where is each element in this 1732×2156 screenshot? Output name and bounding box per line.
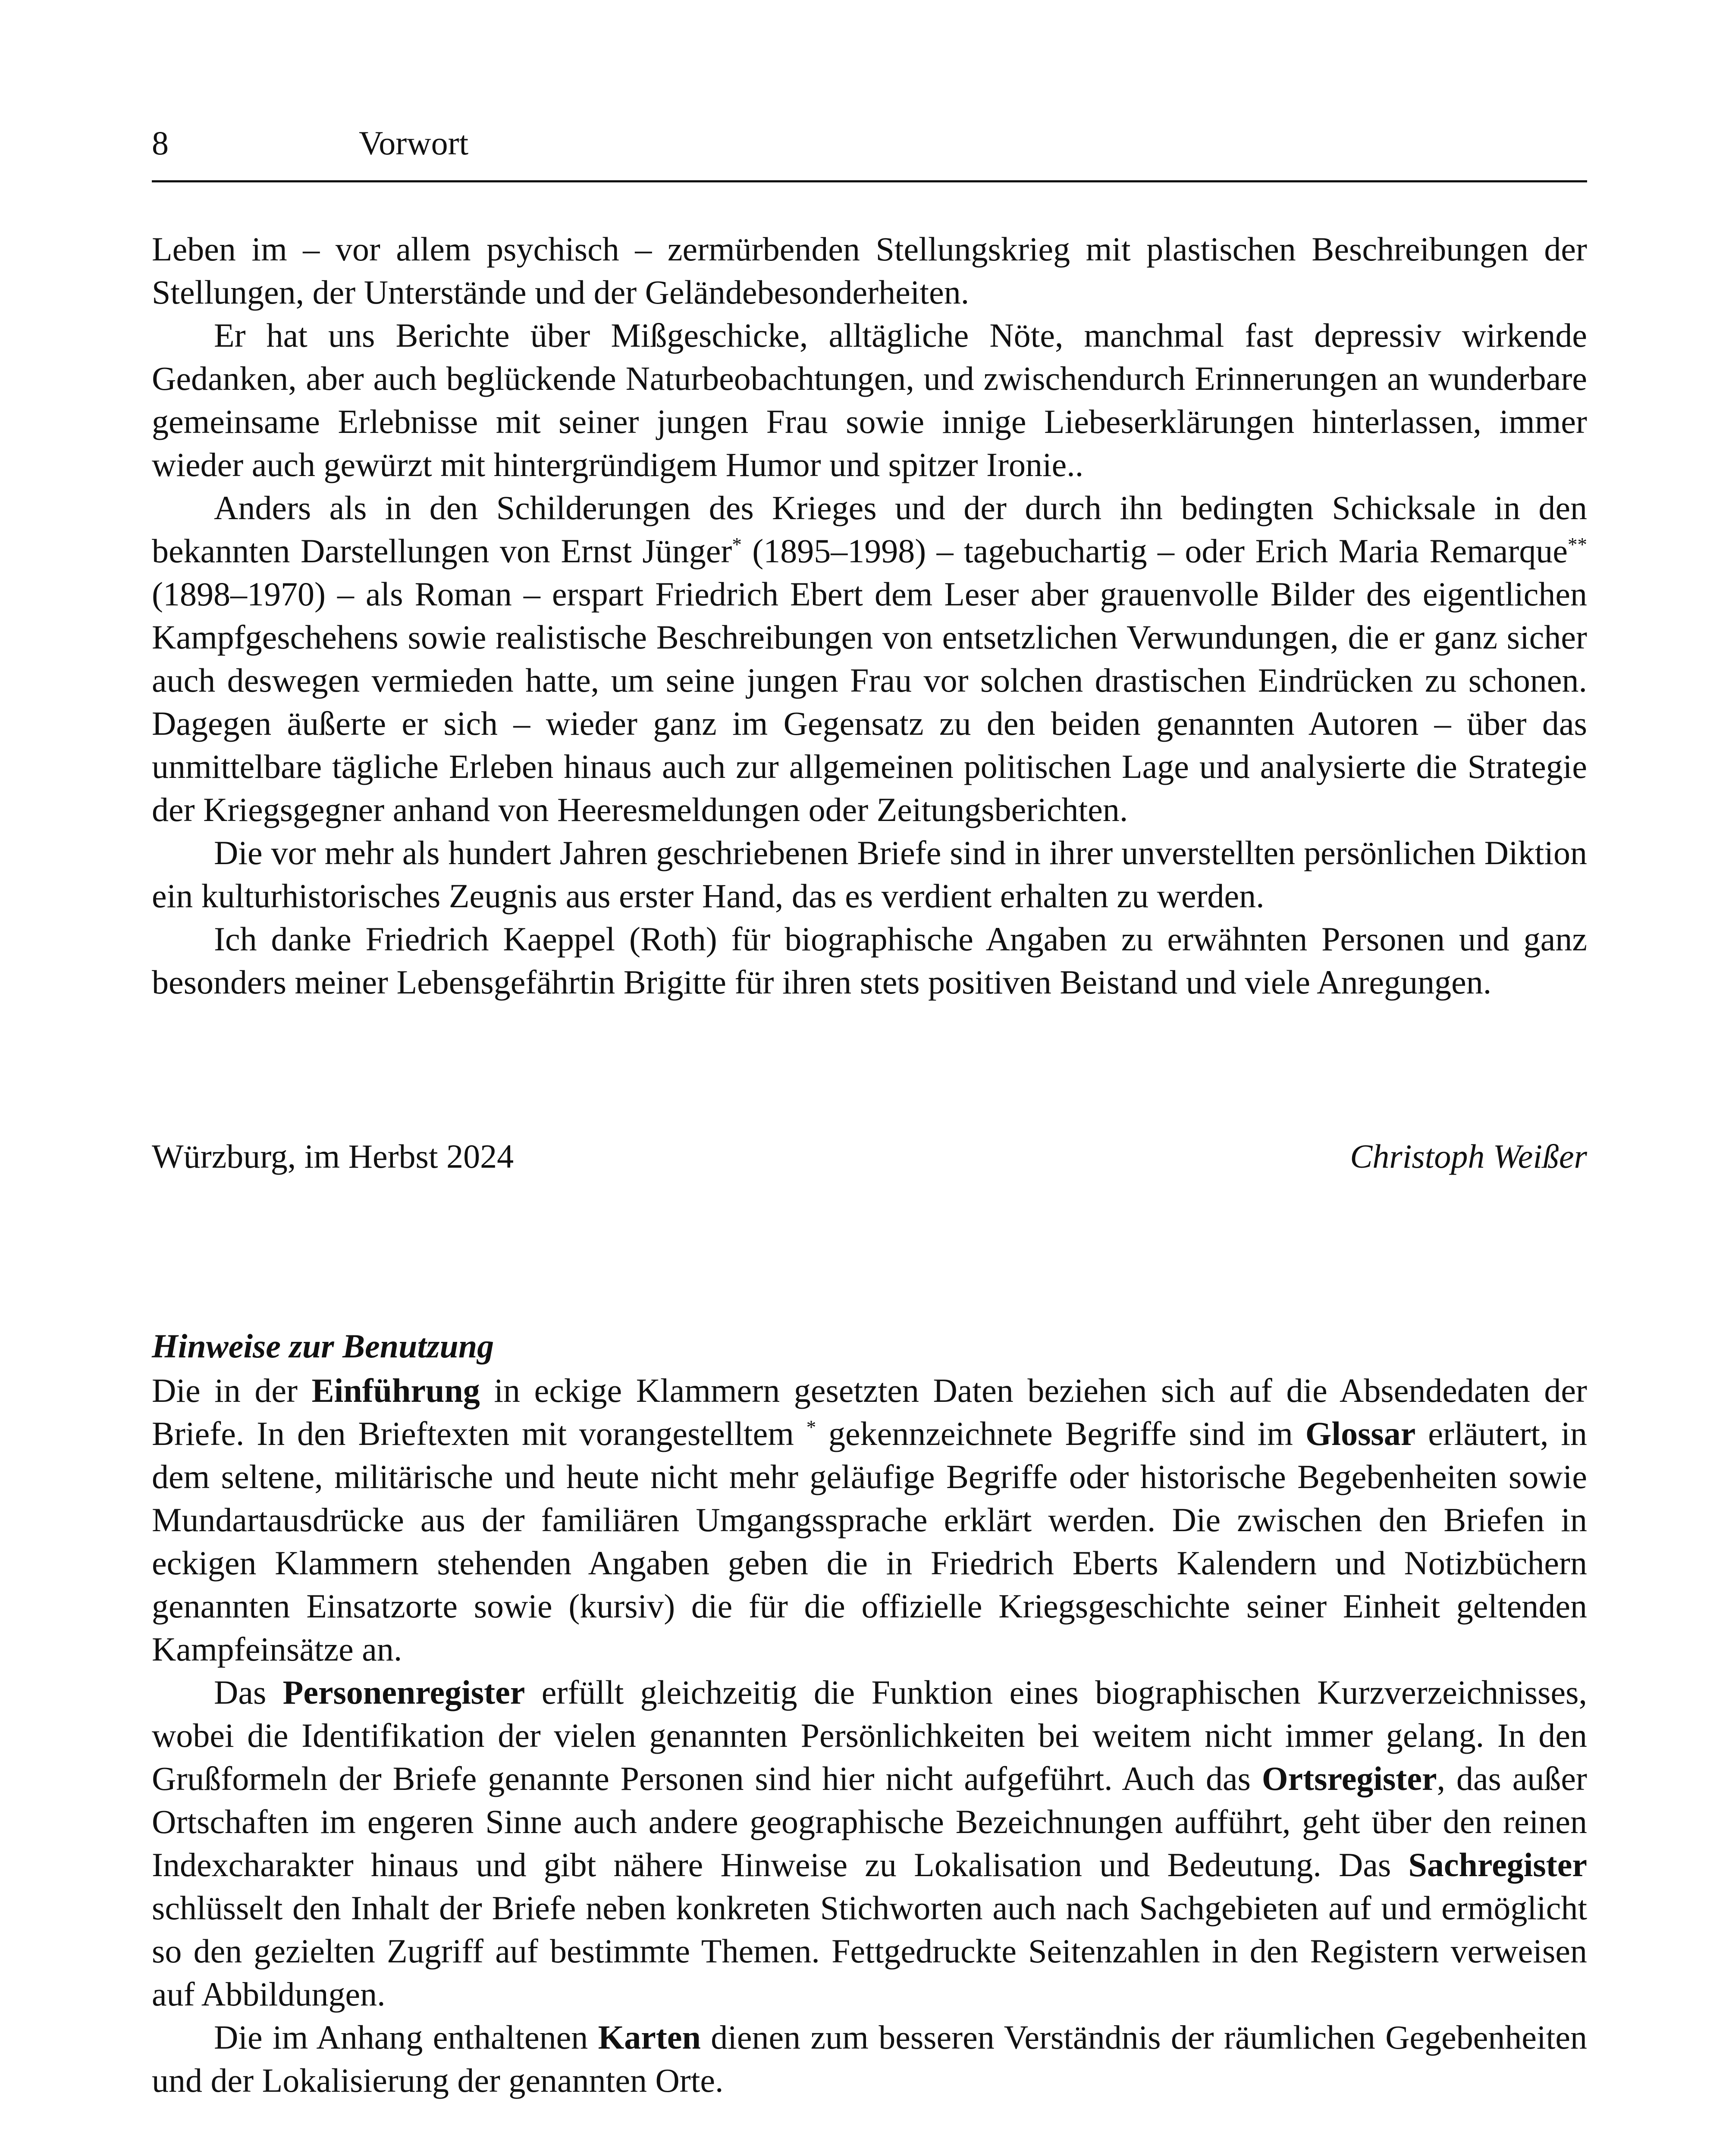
bold-term-karten: Karten (598, 2018, 701, 2056)
running-header (152, 122, 1587, 182)
signature-line (152, 1135, 1587, 1178)
text-run: Das (214, 1673, 283, 1711)
paragraph-3-part-b: (1895–1998) – tagebuchartig – oder Erich Maria Remarque (741, 532, 1568, 570)
paragraph-3-part-c: (1898–1970) – als Roman – erspart Friedrich Ebert dem Leser aber grauenvolle Bilder des eigentlichen Kampfgeschehens sowie realistische Beschreibungen von entsetzlichen Verwundungen, die er ganz sicher auch deswegen vermieden hatte, um seine jungen Frau vor solchen drastischen Eindrücken zu schonen. Dagegen äußerte er sich – wieder ganz im Gegensatz zu den beiden genannten Autoren – über das unmittelbare tägliche Erleben hinaus auch zur allgemeinen politischen Lage und analysierte die Strategie der Kriegsgegner anhand von Heeresmeldungen oder Zeitungsberichten. (152, 575, 1587, 828)
author-name: Christoph Weißer (1350, 1138, 1587, 1175)
text-run: Die im Anhang enthaltenen (214, 2018, 598, 2056)
text-run: , das außer Ortschaften im engeren Sinne auch andere geographische Bezeichnungen aufführt, geht über den reinen Indexcharakter hinaus und gibt nähere Hinweise zu Lokalisation und Bedeutung. Das (152, 1760, 1587, 1883)
text-run: in eckige Klammern gesetzten Daten beziehen sich auf die Absendedaten der Briefe. In den Brieftexten mit vorangestelltem (152, 1372, 1588, 1452)
running-title: Vorwort (359, 124, 469, 162)
footnote-ref-1: * (732, 534, 742, 555)
place-date: Würzburg, im Herbst 2024 (152, 1138, 514, 1175)
footnote-ref-2: ** (1568, 534, 1587, 555)
paragraph-2: Er hat uns Berichte über Mißgeschicke, alltägliche Nöte, manchmal fast depressiv wirkende Gedanken, aber auch beglückende Naturbeobachtungen, und zwischendurch Erinnerungen an wunderbare gemeinsame Erlebnisse mit seiner jungen Frau sowie innige Liebeserklärungen hinterlassen, immer wieder auch gewürzt mit hintergründigem Humor und spitzer Ironie.. (152, 317, 1587, 483)
usage-paragraph-3 (152, 2016, 1587, 2102)
section-heading: Hinweise zur Benutzung (152, 1327, 494, 1365)
text-run: gekennzeichnete Begriffe sind im (816, 1415, 1305, 1452)
usage-paragraph-1 (152, 1369, 1587, 1671)
paragraph-5: Ich danke Friedrich Kaeppel (Roth) für biographische Angaben zu erwähnten Personen und ganz besonders meiner Lebensgefährtin Brigitte für ihren stets positiven Beistand und viele Anregungen. (152, 920, 1587, 1001)
paragraph-3 (152, 486, 1587, 831)
bold-term-ortsregister: Ortsregister (1261, 1760, 1437, 1797)
bold-term-personenregister: Personenregister (282, 1673, 525, 1711)
page-number: 8 (152, 124, 169, 162)
paragraph-3-part-a: Anders als in den Schilderungen des Krieges und der durch ihn bedingten Schicksale in den bekannten Darstellungen von Ernst Jünger (152, 489, 1587, 570)
paragraph-4: Die vor mehr als hundert Jahren geschriebenen Briefe sind in ihrer unverstellten persönlichen Diktion ein kulturhistorisches Zeugnis aus erster Hand, das es verdient erhalten zu werden. (152, 834, 1587, 915)
text-run: dienen zum besseren Verständnis der räumlichen Gegebenheiten und der Lokalisierung der genannten Orte. (152, 2018, 1587, 2099)
paragraph-1: Leben im – vor allem psychisch – zermürbenden Stellungskrieg mit plastischen Beschreibungen der Stellungen, der Unterstände und der Geländebesonderheiten. (152, 230, 1587, 311)
usage-body (152, 1369, 1587, 2102)
bold-term-glossar: Glossar (1305, 1415, 1416, 1452)
foreword-body (152, 228, 1587, 1004)
text-run: schlüsselt den Inhalt der Briefe neben konkreten Stichworten auch nach Sachgebieten auf und ermöglicht so den gezielten Zugriff auf bestimmte Themen. Fettgedruckte Seitenzahlen in den Registern verweisen auf Abbildungen. (152, 1889, 1587, 2013)
text-run: Die in der (152, 1372, 312, 1409)
bold-term-sachregister: Sachregister (1408, 1846, 1587, 1883)
asterisk-mark: * (806, 1416, 816, 1438)
usage-paragraph-2 (152, 1671, 1587, 2016)
bold-term-einfuehrung: Einführung (311, 1372, 480, 1409)
header-rule (152, 180, 1587, 182)
text-run: erfüllt gleichzeitig die Funktion eines biographischen Kurzverzeichnisses, wobei die Identifikation der vielen genannten Persönlichkeiten bei weitem nicht immer gelang. In den Grußformeln der Briefe genannte Personen sind hier nicht aufgeführt. Auch das (152, 1673, 1587, 1797)
text-run: erläutert, in dem seltene, militärische und heute nicht mehr geläufige Begriffe oder historische Begebenheiten sowie Mundartausdrücke aus der familiären Umgangssprache erklärt werden. Die zwischen den Briefen in eckigen Klammern stehenden Angaben geben die in Friedrich Eberts Kalendern und Notizbüchern genannten Einsatzorte sowie (kursiv) die für die offizielle Kriegsgeschichte seiner Einheit geltenden Kampfeinsätze an. (152, 1415, 1587, 1668)
